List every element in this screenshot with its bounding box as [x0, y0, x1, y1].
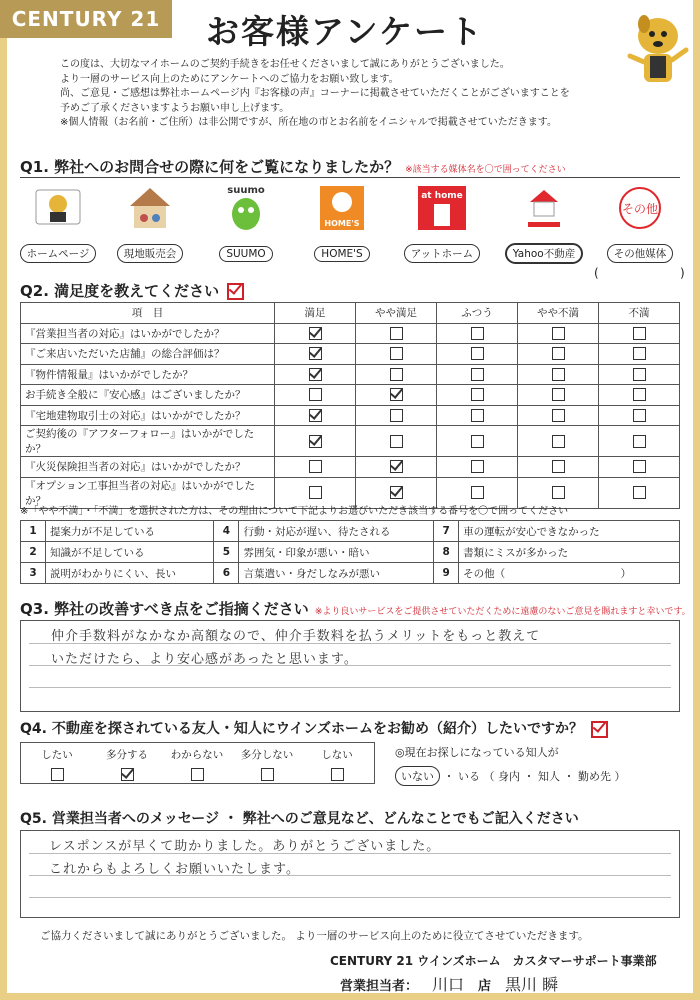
rating-checkbox[interactable]	[633, 486, 646, 499]
handwritten-answer: レスポンスが早くて助かりました。ありがとうございました。	[49, 839, 441, 854]
staff-label: 営業担当者：	[340, 979, 419, 994]
media-yahoo[interactable]	[502, 182, 586, 264]
rating-checkbox[interactable]	[471, 486, 484, 499]
rating-checkbox[interactable]	[390, 327, 403, 340]
rating-checkbox[interactable]	[471, 435, 484, 448]
rating-checkbox[interactable]	[471, 388, 484, 401]
rating-checkbox[interactable]	[471, 368, 484, 381]
media-other[interactable]	[598, 182, 682, 263]
table-row	[21, 405, 680, 426]
media-label: HOME'S	[314, 246, 369, 262]
red-check-icon	[227, 283, 244, 300]
staff-signature	[340, 972, 572, 995]
handwritten-answer: これからもよろしくお願いいたします。	[49, 862, 300, 877]
row-label: 『宅地建物取引士の対応』はいかがでしたか？	[21, 405, 275, 426]
q4-heading	[20, 718, 608, 738]
recommend-options	[20, 742, 375, 784]
column-header-level: やや不満	[518, 303, 599, 324]
reason-text: その他（ ）	[459, 563, 680, 584]
intro-line: ※個人情報（お名前・ご住所）は非公開ですが、所在地の市とお名前をイニシャルで掲載させていただきます。	[60, 117, 557, 128]
reason-number[interactable]: 2	[21, 542, 46, 563]
intro-line: 尚、ご意見・ご感想は弊社ホームページ内『お客様の声』コーナーに掲載させていただくことがございますことを	[60, 88, 570, 99]
rating-checkbox[interactable]	[390, 486, 403, 499]
homes-text: HOME'S	[324, 219, 360, 228]
reason-number[interactable]: 5	[214, 542, 239, 563]
media-label: ホームページ	[20, 244, 97, 263]
media-label: Yahoo不動産	[505, 243, 583, 264]
q5-title: Q5. 営業担当者へのメッセージ ・ 弊社へのご意見など、どんなことでもご記入ください	[20, 811, 579, 827]
writing-line	[29, 897, 671, 898]
table-row	[21, 364, 680, 385]
column-header-level: ふつう	[437, 303, 518, 324]
option-label: したい	[41, 749, 73, 761]
rating-checkbox[interactable]	[633, 388, 646, 401]
option-label: 多分する	[106, 749, 148, 761]
option-checkbox[interactable]	[261, 768, 274, 781]
q1-heading	[20, 156, 566, 177]
rating-checkbox[interactable]	[552, 460, 565, 473]
rating-checkbox[interactable]	[552, 486, 565, 499]
row-label: 『営業担当者の対応』はいかがでしたか？	[21, 323, 275, 344]
rating-checkbox[interactable]	[633, 409, 646, 422]
rating-checkbox[interactable]	[633, 368, 646, 381]
q5-answer-box[interactable]	[20, 830, 680, 918]
recommend-option[interactable]	[307, 747, 367, 781]
reason-number[interactable]: 6	[214, 563, 239, 584]
other-media-paren-open: (	[594, 266, 599, 280]
rating-checkbox[interactable]	[309, 388, 322, 401]
friend-detail: （ 身内 ・ 知人 ・ 勤め先 ）	[483, 770, 626, 783]
table-row	[21, 521, 680, 542]
athome-text: at home	[421, 191, 463, 201]
row-label: 『火災保険担当者の対応』はいかがでしたか？	[21, 457, 275, 478]
media-homes[interactable]	[300, 182, 384, 262]
media-label: その他媒体	[607, 244, 674, 263]
reason-text: 言葉遣い・身だしなみが悪い	[239, 563, 434, 584]
writing-line	[29, 687, 671, 688]
option-checkbox[interactable]	[51, 768, 64, 781]
option-label: しない	[321, 749, 353, 761]
reason-text: 書類にミスが多かった	[459, 542, 680, 563]
rating-checkbox[interactable]	[552, 409, 565, 422]
handwritten-answer: いただけたら、より安心感があったと思います。	[51, 652, 358, 667]
reason-number[interactable]: 7	[434, 521, 459, 542]
mascot-icon	[618, 6, 692, 92]
row-label: ご契約後の『アフターフォロー』はいかがでしたか？	[21, 426, 275, 457]
reason-number[interactable]: 1	[21, 521, 46, 542]
mascot-icon	[32, 182, 84, 234]
house-family-icon	[124, 182, 176, 234]
q2-title: Q2. 満足度を教えてください	[20, 282, 220, 300]
media-label: SUUMO	[219, 246, 272, 262]
media-open-house[interactable]	[108, 182, 192, 263]
q3-answer-box[interactable]	[20, 620, 680, 712]
other-text: その他	[621, 202, 659, 216]
reason-text: 説明がわかりにくい、長い	[46, 563, 214, 584]
friend-option-some[interactable]: いる	[458, 770, 480, 783]
handwritten-answer: 仲介手数料がなかなか高額なので、仲介手数料を払うメリットをもっと教えて	[51, 629, 541, 644]
column-header-level: 不満	[599, 303, 680, 324]
rating-checkbox[interactable]	[309, 486, 322, 499]
store-name: 黒川 瞬	[505, 975, 559, 994]
brand-logo: CENTURY 21	[0, 0, 172, 38]
rating-checkbox[interactable]	[471, 460, 484, 473]
rating-checkbox[interactable]	[309, 368, 322, 381]
table-row	[21, 385, 680, 406]
q4-title: Q4. 不動産を探されている友人・知人にウインズホームをお勧め（紹介）したいですか？	[20, 721, 583, 737]
table-row	[21, 563, 680, 584]
row-label: お手続き全般に『安心感』はございましたか？	[21, 385, 275, 406]
row-label: 『オプション工事担当者の対応』はいかがでしたか？	[21, 477, 275, 508]
column-header-level: 満足	[275, 303, 356, 324]
table-header-row	[21, 303, 680, 324]
media-label: アットホーム	[404, 244, 480, 263]
store-label: 店	[478, 979, 492, 994]
row-label: 『物件情報量』はいかがでしたか？	[21, 364, 275, 385]
rating-checkbox[interactable]	[471, 347, 484, 360]
recommend-option[interactable]	[97, 747, 157, 781]
satisfaction-table	[20, 302, 680, 509]
reason-text: 雰囲気・印象が悪い・暗い	[239, 542, 434, 563]
rating-checkbox[interactable]	[552, 435, 565, 448]
suumo-text: suumo	[227, 185, 265, 196]
rating-checkbox[interactable]	[552, 347, 565, 360]
rating-checkbox[interactable]	[309, 347, 322, 360]
other-stamp-icon	[614, 182, 666, 234]
rating-checkbox[interactable]	[552, 368, 565, 381]
yahoo-realestate-icon	[518, 182, 570, 234]
media-athome[interactable]	[400, 182, 484, 263]
q1-note: ※該当する媒体名を〇で囲ってください	[405, 165, 566, 175]
media-label: 現地販売会	[117, 244, 184, 263]
rating-checkbox[interactable]	[471, 409, 484, 422]
table-row	[21, 344, 680, 365]
table-row	[21, 426, 680, 457]
q3-note: ※より良いサービスをご提供させていただくために遠慮のないご意見を賜れますと幸いです。	[314, 607, 691, 617]
friend-question	[395, 744, 625, 786]
friend-option-none[interactable]: いない	[395, 766, 440, 786]
rating-checkbox[interactable]	[309, 460, 322, 473]
q2-heading	[20, 280, 244, 301]
reason-text: 知識が不足している	[46, 542, 214, 563]
suumo-logo-icon	[220, 182, 272, 234]
reason-text: 行動・対応が遅い、待たされる	[239, 521, 434, 542]
friend-answer-row	[395, 766, 625, 786]
rating-checkbox[interactable]	[633, 327, 646, 340]
athome-logo-icon	[416, 182, 468, 234]
q5-heading	[20, 808, 579, 828]
friend-separator: ・	[443, 770, 455, 783]
recommend-option[interactable]	[237, 747, 297, 781]
rating-checkbox[interactable]	[390, 435, 403, 448]
rating-checkbox[interactable]	[390, 460, 403, 473]
rating-checkbox[interactable]	[633, 460, 646, 473]
row-label: 『ご来店いただいた店舗』の総合評価は？	[21, 344, 275, 365]
other-media-paren-close: )	[680, 266, 685, 280]
reason-note: ※「やや不満」・「不満」を選択された方は、その理由について下記よりお選びいただき該当する番号を〇で囲ってください	[20, 506, 569, 517]
media-suumo[interactable]	[204, 182, 288, 262]
column-header-item: 項 目	[21, 303, 275, 324]
intro-line: 予めご了承くださいますようお願い申し上げます。	[60, 102, 290, 114]
rating-checkbox[interactable]	[633, 347, 646, 360]
rating-checkbox[interactable]	[552, 388, 565, 401]
reason-number[interactable]: 9	[434, 563, 459, 584]
rating-checkbox[interactable]	[309, 435, 322, 448]
rating-checkbox[interactable]	[390, 347, 403, 360]
rating-checkbox[interactable]	[633, 435, 646, 448]
option-checkbox[interactable]	[191, 768, 204, 781]
intro-line: この度は、大切なマイホームのご契約手続きをお任せくださいまして誠にありがとうございました。	[60, 59, 510, 70]
friend-question-text: ◎現在お探しになっている知人が	[395, 746, 559, 759]
intro-text	[60, 58, 620, 131]
rating-checkbox[interactable]	[390, 388, 403, 401]
rating-checkbox[interactable]	[471, 327, 484, 340]
rating-checkbox[interactable]	[390, 368, 403, 381]
recommend-option[interactable]	[27, 747, 87, 781]
media-options	[8, 182, 688, 262]
reasons-table	[20, 520, 680, 584]
option-checkbox[interactable]	[121, 768, 134, 781]
staff-name: 川口	[432, 975, 465, 994]
option-label: わからない	[170, 749, 224, 761]
reason-number[interactable]: 8	[434, 542, 459, 563]
homes-logo-icon	[316, 182, 368, 234]
table-row	[21, 323, 680, 344]
rating-checkbox[interactable]	[309, 327, 322, 340]
table-row	[21, 457, 680, 478]
rating-checkbox[interactable]	[309, 409, 322, 422]
column-header-level: やや満足	[356, 303, 437, 324]
page-title: お客様アンケート	[205, 12, 485, 51]
rating-checkbox[interactable]	[552, 327, 565, 340]
reason-text: 提案力が不足している	[46, 521, 214, 542]
option-label: 多分しない	[240, 749, 294, 761]
q1-title: Q1. 弊社へのお問合せの際に何をご覧になりましたか？	[20, 158, 400, 176]
q1-rule	[20, 177, 680, 178]
reason-number[interactable]: 3	[21, 563, 46, 584]
table-row	[21, 542, 680, 563]
q3-heading	[20, 598, 691, 619]
company-name: CENTURY 21 ウインズホーム カスタマーサポート事業部	[330, 954, 657, 968]
option-checkbox[interactable]	[331, 768, 344, 781]
reason-number[interactable]: 4	[214, 521, 239, 542]
media-homepage[interactable]	[16, 182, 100, 263]
q3-title: Q3. 弊社の改善すべき点をご指摘ください	[20, 600, 309, 618]
recommend-option[interactable]	[167, 747, 227, 781]
intro-line: より一層のサービス向上のためにアンケートへのご協力をお願い致します。	[60, 73, 399, 85]
rating-checkbox[interactable]	[390, 409, 403, 422]
red-check-icon	[591, 721, 608, 738]
reason-text: 車の運転が安心できなかった	[459, 521, 680, 542]
closing-text: ご協力くださいまして誠にありがとうございました。 より一層のサービス向上のために役立てさせていただきます。	[40, 930, 589, 942]
